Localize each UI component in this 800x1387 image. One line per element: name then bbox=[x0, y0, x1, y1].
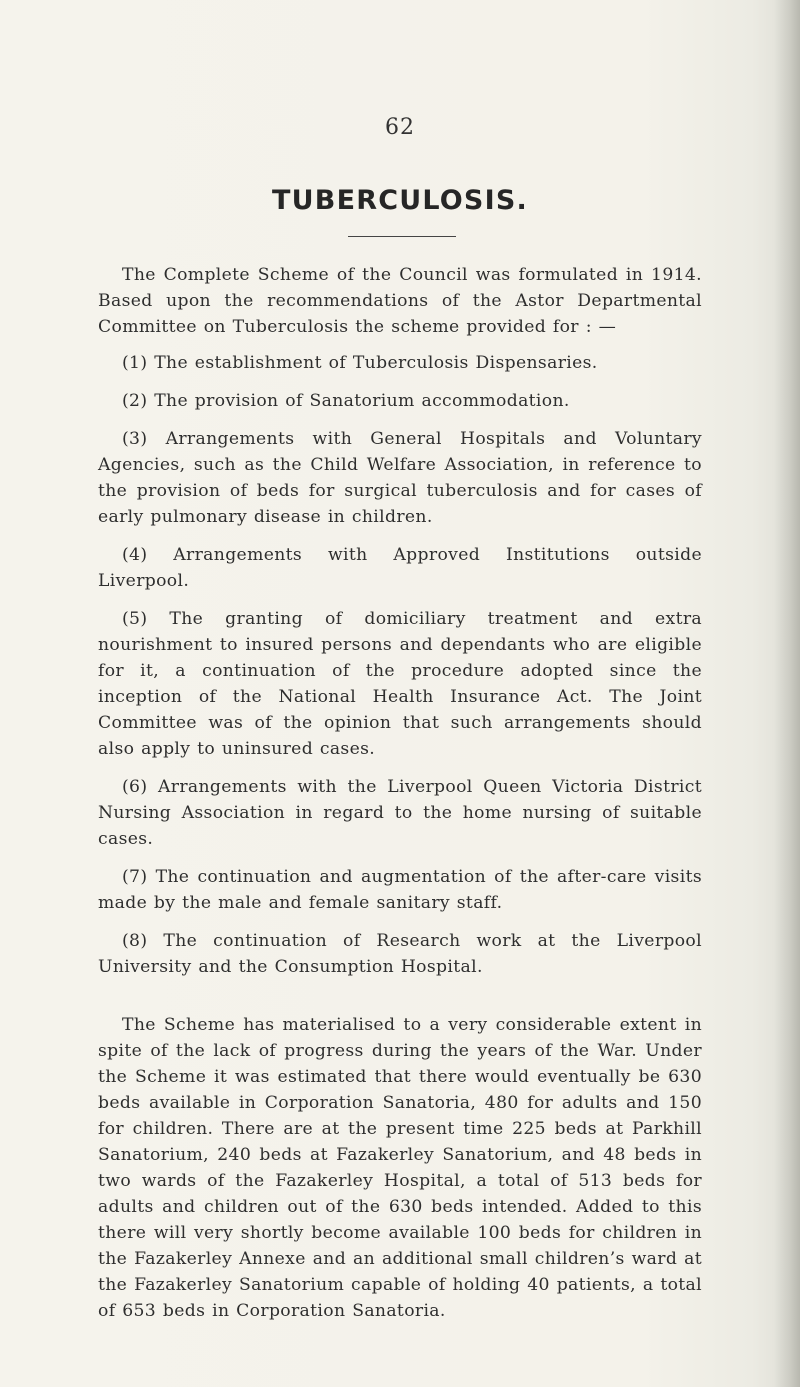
list-item-3 bbox=[98, 426, 702, 530]
list-item-text: The continuation and augmentation of the after-care visits made by the male and female sanitary staff. bbox=[98, 867, 702, 913]
list-item-number: (8) bbox=[122, 931, 148, 951]
page-number: 62 bbox=[385, 115, 415, 140]
list-item-number: (6) bbox=[122, 777, 148, 797]
title-divider bbox=[348, 236, 456, 237]
closing-paragraph: The Scheme has materialised to a very considerable extent in spite of the lack of progress during the years of the War. Under the Scheme it was estimated that there would eventually be 630 beds available in Corporation Sanatoria, 480 for adults and 150 for children. There are at the present time 225 beds at Parkhill Sanatorium, 240 beds at Fazakerley Sanatorium, and 48 beds in two wards of the Fazakerley Hospital, a total of 513 beds for adults and children out of the 630 beds intended. Added to this there will very shortly become available 100 beds for children in the Fazakerley Annexe and an additional small children’s ward at the Fazakerley Sanatorium capable of holding 40 patients, a total of 653 beds in Corporation Sanatoria. bbox=[98, 1015, 702, 1321]
list-item-4 bbox=[98, 542, 702, 594]
list-item-number: (1) bbox=[122, 353, 148, 373]
list-item-7 bbox=[98, 864, 702, 916]
list-item-text: Arrangements with the Liverpool Queen Victoria District Nursing Association in regard to the home nursing of suitable cases. bbox=[98, 777, 702, 849]
list-item-8 bbox=[98, 928, 702, 980]
list-item-number: (2) bbox=[122, 391, 148, 411]
document-body bbox=[98, 262, 702, 1324]
list-item-number: (4) bbox=[122, 545, 148, 565]
list-item-number: (5) bbox=[122, 609, 148, 629]
list-item-text: The granting of domiciliary treatment and extra nourishment to insured persons and dependants who are eligible for it, a continuation of the procedure adopted since the inception of the National Health Insurance Act. The Joint Committee was of the opinion that such arrangements should also apply to uninsured cases. bbox=[98, 609, 702, 759]
list-item-number: (3) bbox=[122, 429, 148, 449]
list-item-number: (7) bbox=[122, 867, 148, 887]
list-item-6 bbox=[98, 774, 702, 852]
list-item-text: Arrangements with General Hospitals and Voluntary Agencies, such as the Child Welfare Association, in reference to the provision of beds for surgical tuberculosis and for cases of early pulmonary disease in children. bbox=[98, 429, 702, 527]
list-item-text: The establishment of Tuberculosis Dispensaries. bbox=[154, 353, 598, 373]
intro-paragraph: The Complete Scheme of the Council was formulated in 1914. Based upon the recommendations of the Astor Departmental Committee on Tuberculosis the scheme provided for : — bbox=[98, 265, 702, 337]
list-item-2 bbox=[98, 388, 702, 414]
list-item-text: The continuation of Research work at the Liverpool University and the Consumption Hospital. bbox=[98, 931, 702, 977]
list-item-1 bbox=[98, 350, 702, 376]
list-item-5 bbox=[98, 606, 702, 762]
page-title: TUBERCULOSIS. bbox=[272, 185, 528, 216]
list-item-text: The provision of Sanatorium accommodation. bbox=[154, 391, 570, 411]
list-item-text: Arrangements with Approved Institutions outside Liverpool. bbox=[98, 545, 702, 591]
